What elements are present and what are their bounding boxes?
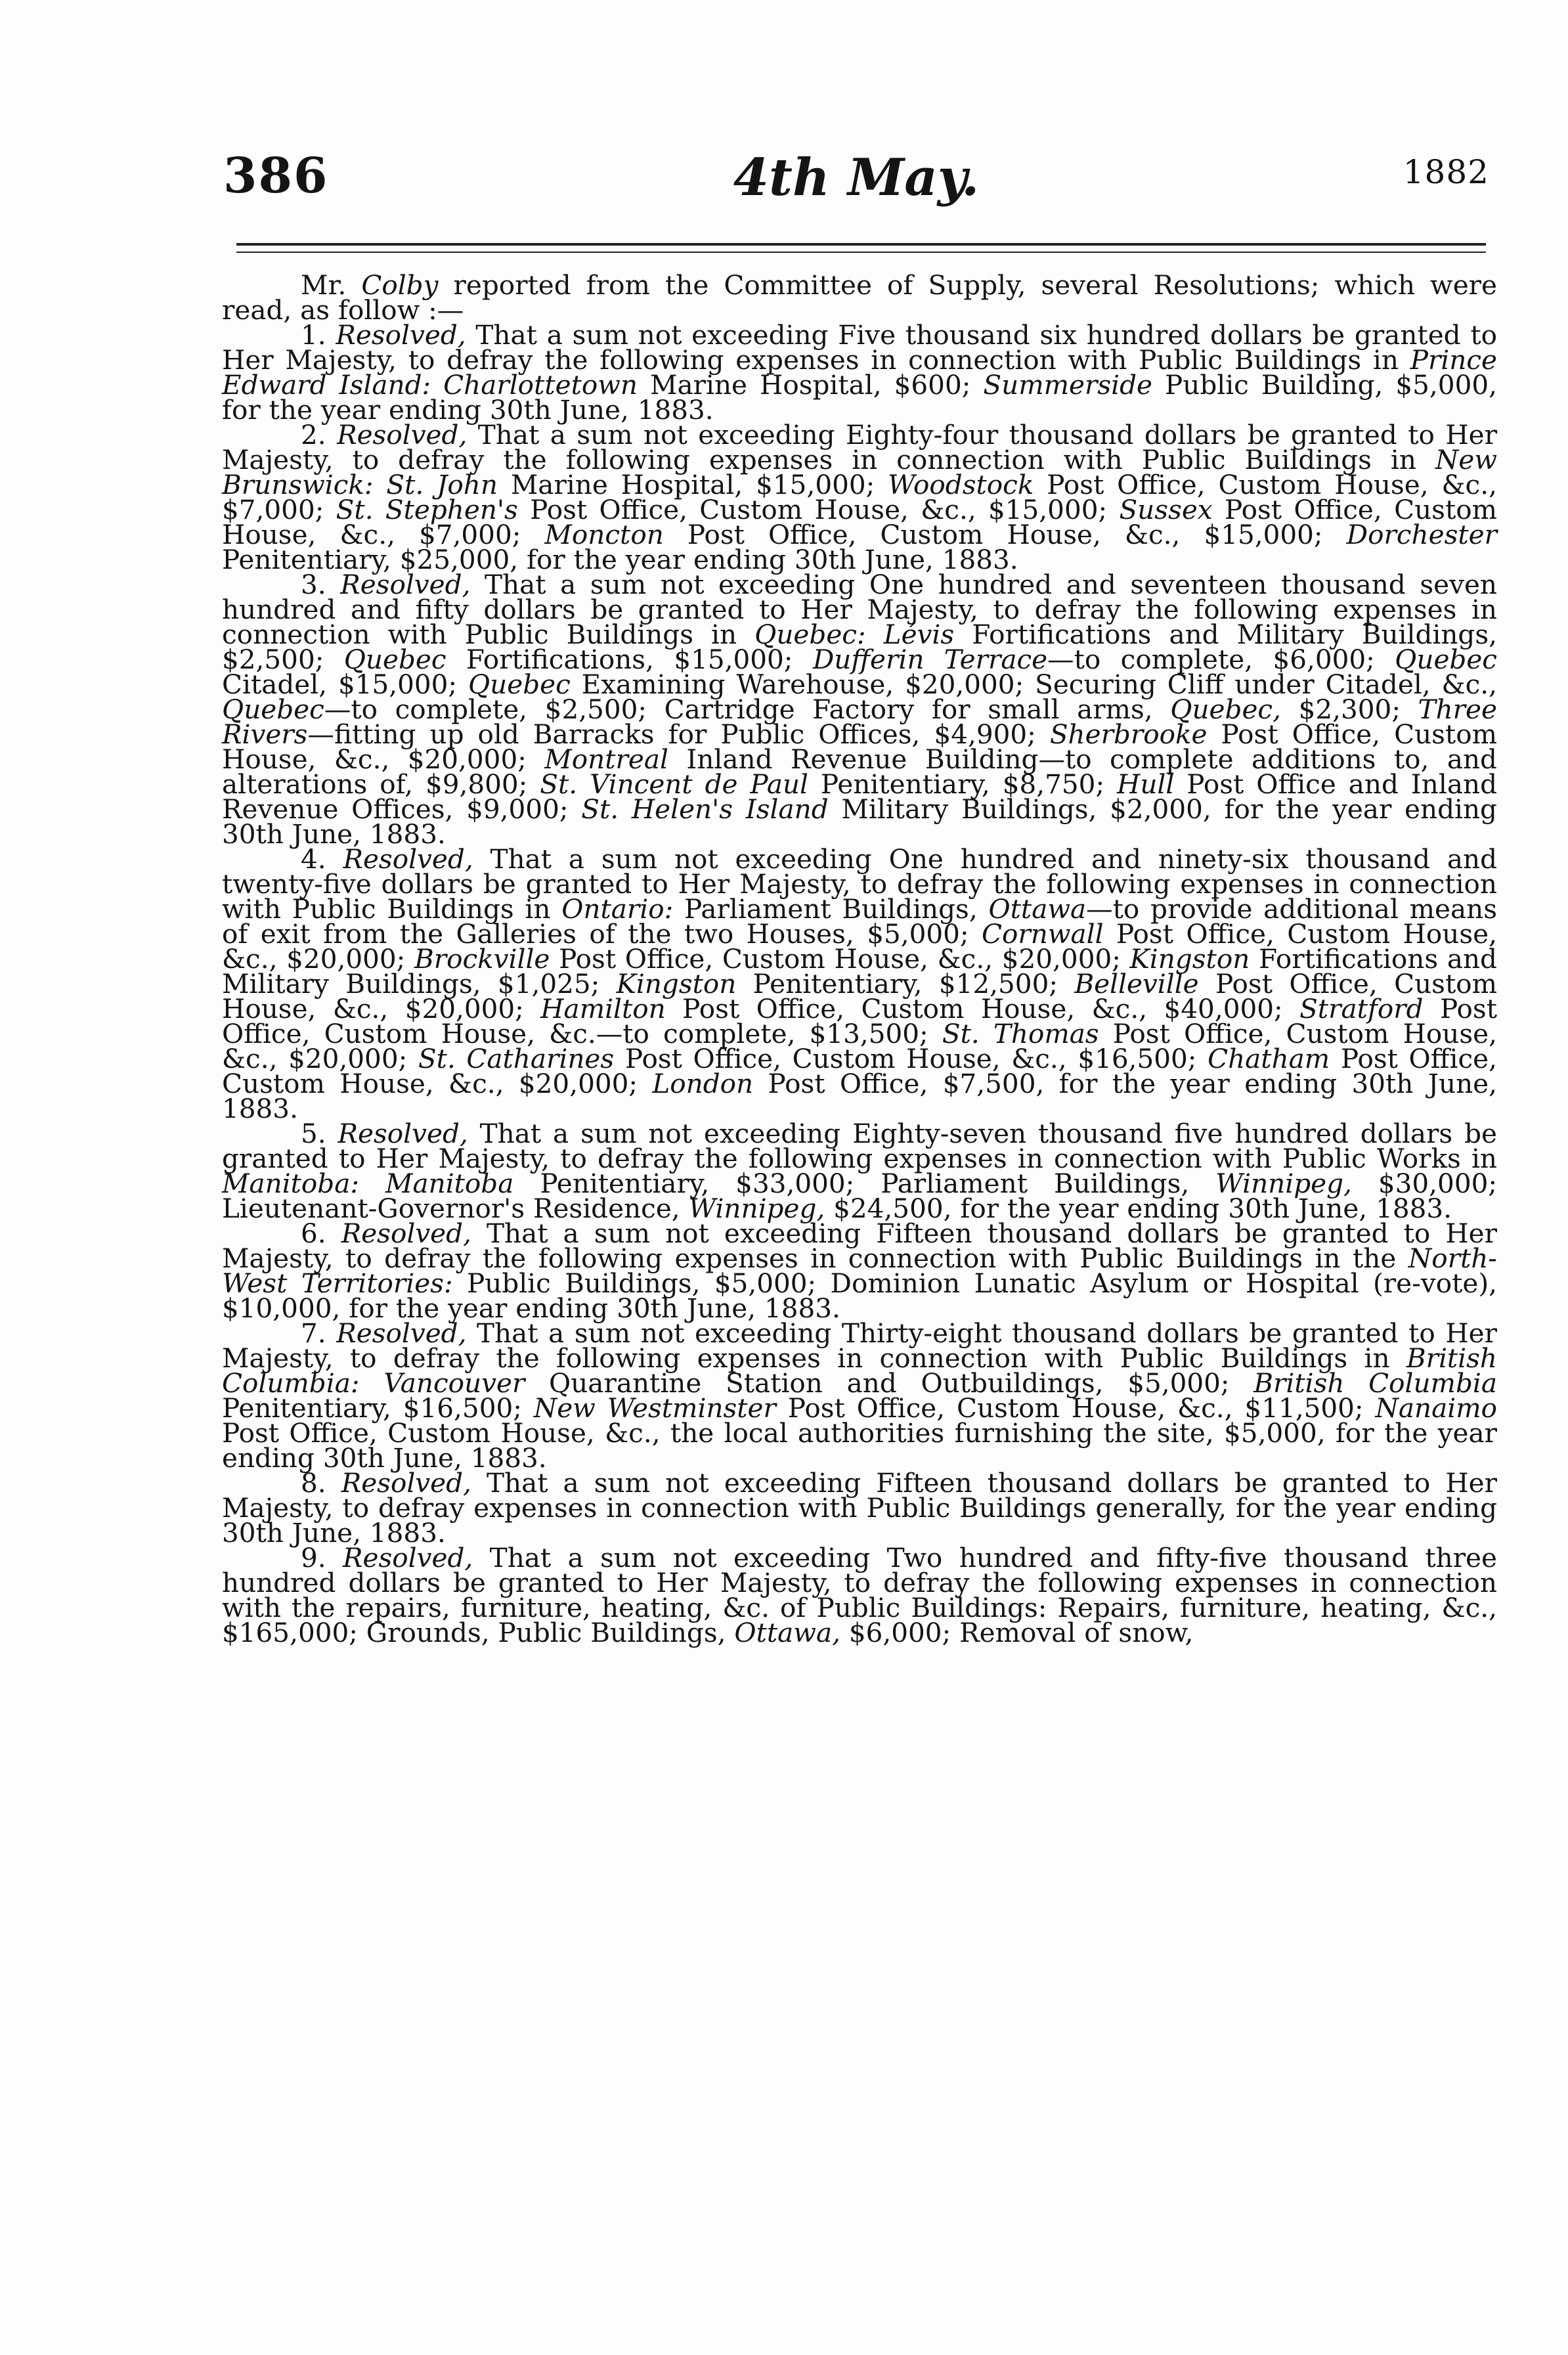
page-body	[222, 269, 1498, 1648]
resolution-3: 3. Resolved, That a sum not exceeding One hundred and seventeen thousand seven hundred and fifty dollars be granted to Her Majesty, to defray the following expenses in connection with Public Buildings in Quebec: Lévis Fortifications and Military Buildings, $2,500; Quebec Fortifications, $15,000; Dufferin Terrace—to complete, $6,000; Quebec Citadel, $15,000; Quebec Examining Warehouse, $20,000; Securing Cliff under Citadel, &c., Quebec—to complete, $2,500; Cartridge Factory for small arms, Quebec, $2,300; Three Rivers—fitting up old Barracks for Public Offices, $4,900; Sherbrooke Post Office, Custom House, &c., $20,000; Montreal Inland Revenue Building—to complete additions to, and alterations of, $9,800; St. Vincent de Paul Penitentiary, $8,750; Hull Post Office and Inland Revenue Offices, $9,000; St. Helen's Island Military Buildings, $2,000, for the year ending 30th June, 1883.	[222, 569, 1497, 850]
resolution-9: 9. Resolved, That a sum not exceeding Two hundred and fifty-five thousand three hundred dollars be granted to Her Majesty, to defray the following expenses in connection with the repairs, furniture, heating, &c. of Public Buildings: Repairs, furniture, heating, &c., $165,000; Grounds, Public Buildings, Ottawa, $6,000; Removal of snow,	[222, 1542, 1497, 1648]
resolution-8: 8. Resolved, That a sum not exceeding Fifteen thousand dollars be granted to Her Majesty, to defray expenses in connection with Public Buildings generally, for the year ending 30th June, 1883.	[222, 1467, 1498, 1549]
resolution-1: 1. Resolved, That a sum not exceeding Five thousand six hundred dollars be granted to Her Majesty, to defray the following expenses in connection with Public Buildings in Prince Edward Island: Charlottetown Marine Hospital, $600; Summerside Public Building, $5,000, for the year ending 30th June, 1883.	[222, 319, 1498, 426]
running-header	[223, 148, 1489, 220]
resolution-6: 6. Resolved, That a sum not exceeding Fifteen thousand dollars be granted to Her Majesty, to defray the following expenses in connection with Public Buildings in the North-West Territories: Public Buildings, $5,000; Dominion Lunatic Asylum or Hospital (re-vote), $10,000, for the year ending 30th June, 1883.	[222, 1218, 1498, 1324]
resolution-7: 7. Resolved, That a sum not exceeding Thirty-eight thousand dollars be granted to Her Majesty, to defray the following expenses in connection with Public Buildings in British Columbia: Vancouver Quarantine Station and Outbuildings, $5,000; British Columbia Penitentiary, $16,500; New Westminster Post Office, Custom House, &c., $11,500; Nanaimo Post Office, Custom House, &c., the local authorities furnishing the site, $5,000, for the year ending 30th June, 1883.	[222, 1317, 1498, 1474]
page-year: 1882	[1403, 153, 1489, 191]
resolution-4: 4. Resolved, That a sum not exceeding One hundred and ninety-six thousand and twenty-five dollars be granted to Her Majesty, to defray the following expenses in connection with Public Buildings in Ontario: Parliament Buildings, Ottawa—to provide additional means of exit from the Galleries of the two Houses, $5,000; Cornwall Post Office, Custom House, &c., $20,000; Brockville Post Office, Custom House, &c., $20,000; Kingston Fortifications and Military Buildings, $1,025; Kingston Penitentiary, $12,500; Belleville Post Office, Custom House, &c., $20,000; Hamilton Post Office, Custom House, &c., $40,000; Stratford Post Office, Custom House, &c.—to complete, $13,500; St. Thomas Post Office, Custom House, &c., $20,000; St. Catharines Post Office, Custom House, &c., $16,500; Chatham Post Office, Custom House, &c., $20,000; London Post Office, $7,500, for the year ending 30th June, 1883.	[222, 843, 1498, 1124]
resolution-5: 5. Resolved, That a sum not exceeding Eighty-seven thousand five hundred dollars be granted to Her Majesty, to defray the following expenses in connection with Public Works in Manitoba: Manitoba Penitentiary, $33,000; Parliament Buildings, Winnipeg, $30,000; Lieutenant-Governor's Residence, Winnipeg, $24,500, for the year ending 30th June, 1883.	[222, 1118, 1497, 1224]
header-rule-thick	[236, 243, 1486, 246]
resolution-2: 2. Resolved, That a sum not exceeding Eighty-four thousand dollars be granted to Her Majesty, to defray the following expenses in connection with Public Buildings in New Brunswick: St. John Marine Hospital, $15,000; Woodstock Post Office, Custom House, &c., $7,000; St. Stephen's Post Office, Custom House, &c., $15,000; Sussex Post Office, Custom House, &c., $7,000; Moncton Post Office, Custom House, &c., $15,000; Dorchester Penitentiary, $25,000, for the year ending 30th June, 1883.	[222, 419, 1498, 575]
intro-paragraph: Mr. Colby reported from the Committee of Supply, several Resolutions; which were read, as follow :—	[222, 269, 1497, 326]
header-rule-thin	[236, 252, 1486, 253]
page-date: 4th May.	[733, 148, 980, 208]
page-number: 386	[223, 148, 329, 204]
